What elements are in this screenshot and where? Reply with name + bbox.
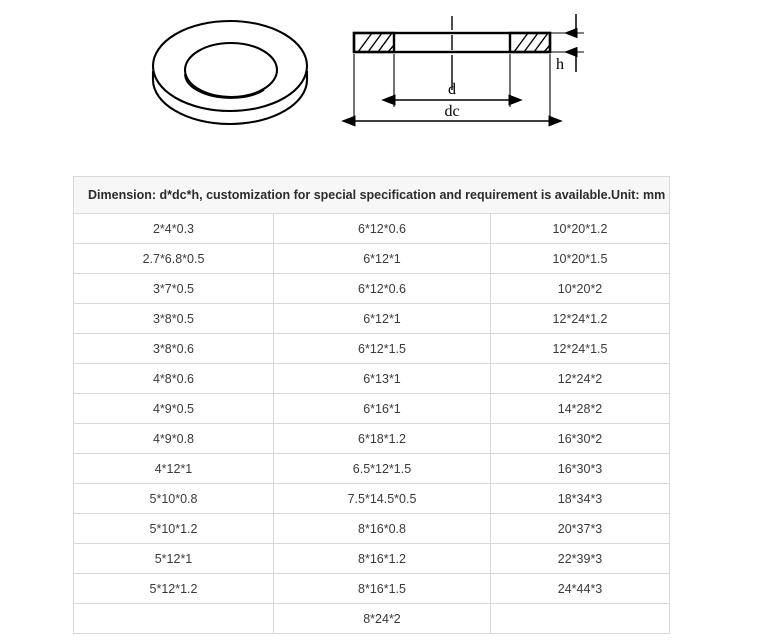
table-row bbox=[74, 544, 670, 574]
dimension-cell: 8*24*2 bbox=[274, 604, 491, 634]
dimension-table bbox=[73, 176, 670, 634]
dimension-cell: 4*9*0.5 bbox=[74, 394, 274, 424]
dimension-cell: 10*20*1.5 bbox=[491, 244, 670, 274]
dimension-cell: 8*16*0.8 bbox=[274, 514, 491, 544]
dimension-cell: 12*24*1.2 bbox=[491, 304, 670, 334]
inner-diameter-label: d bbox=[448, 81, 456, 98]
table-row bbox=[74, 274, 670, 304]
dimension-cell: 8*16*1.5 bbox=[274, 574, 491, 604]
dimension-cell: 18*34*3 bbox=[491, 484, 670, 514]
unit-label: Unit: mm bbox=[611, 188, 666, 202]
dimension-cell: 4*8*0.6 bbox=[74, 364, 274, 394]
dimension-cell: 10*20*1.2 bbox=[491, 214, 670, 244]
dimension-cell bbox=[74, 604, 274, 634]
table-body bbox=[74, 214, 670, 634]
dimension-cell: 7.5*14.5*0.5 bbox=[274, 484, 491, 514]
dimension-cell: 12*24*1.5 bbox=[491, 334, 670, 364]
dimension-cell: 4*9*0.8 bbox=[74, 424, 274, 454]
dimension-cell: 12*24*2 bbox=[491, 364, 670, 394]
table-row bbox=[74, 484, 670, 514]
table-row bbox=[74, 514, 670, 544]
dimension-cell: 6*12*1.5 bbox=[274, 334, 491, 364]
dimension-cell: 16*30*2 bbox=[491, 424, 670, 454]
dimension-cell bbox=[491, 604, 670, 634]
table-header bbox=[74, 177, 670, 214]
dimension-cell: 14*28*2 bbox=[491, 394, 670, 424]
dimension-cell: 22*39*3 bbox=[491, 544, 670, 574]
dimension-cell: 6*18*1.2 bbox=[274, 424, 491, 454]
table-row bbox=[74, 214, 670, 244]
dimension-cell: 6*12*1 bbox=[274, 244, 491, 274]
dimension-cell: 6*16*1 bbox=[274, 394, 491, 424]
dimension-cell: 5*10*0.8 bbox=[74, 484, 274, 514]
dimension-cell: 6*12*1 bbox=[274, 304, 491, 334]
table-row bbox=[74, 364, 670, 394]
flat-washer-3d-view bbox=[143, 8, 323, 138]
dimension-cell: 20*37*3 bbox=[491, 514, 670, 544]
dimension-cell: 2*4*0.3 bbox=[74, 214, 274, 244]
dimension-cell: 6*12*0.6 bbox=[274, 214, 491, 244]
dimension-cell: 10*20*2 bbox=[491, 274, 670, 304]
dimension-cell: 5*12*1.2 bbox=[74, 574, 274, 604]
dimension-cell: 8*16*1.2 bbox=[274, 544, 491, 574]
dimension-cell: 6.5*12*1.5 bbox=[274, 454, 491, 484]
dimension-cell: 5*10*1.2 bbox=[74, 514, 274, 544]
dimension-cell: 5*12*1 bbox=[74, 544, 274, 574]
dimension-cell: 3*8*0.5 bbox=[74, 304, 274, 334]
product-illustrations bbox=[0, 0, 762, 160]
dimension-cell: 6*13*1 bbox=[274, 364, 491, 394]
dimension-cell: 3*7*0.5 bbox=[74, 274, 274, 304]
table-row bbox=[74, 574, 670, 604]
flat-washer-cross-section bbox=[336, 4, 596, 140]
table-header-cell bbox=[74, 177, 670, 214]
dimension-cell: 6*12*0.6 bbox=[274, 274, 491, 304]
dimension-cell: 16*30*3 bbox=[491, 454, 670, 484]
table-row bbox=[74, 244, 670, 274]
dimension-cell: 24*44*3 bbox=[491, 574, 670, 604]
table-header-row bbox=[74, 177, 670, 214]
table-row bbox=[74, 454, 670, 484]
dimension-table-container bbox=[73, 176, 669, 634]
dimension-cell: 2.7*6.8*0.5 bbox=[74, 244, 274, 274]
table-row bbox=[74, 334, 670, 364]
thickness-label: h bbox=[556, 56, 564, 73]
outer-diameter-label: dc bbox=[444, 103, 460, 120]
table-row bbox=[74, 394, 670, 424]
table-row bbox=[74, 304, 670, 334]
dimension-cell: 3*8*0.6 bbox=[74, 334, 274, 364]
dimension-cell: 4*12*1 bbox=[74, 454, 274, 484]
table-row bbox=[74, 604, 670, 634]
dimension-note: Dimension: d*dc*h, customization for special specification and requirement is available. bbox=[88, 188, 612, 202]
table-row bbox=[74, 424, 670, 454]
